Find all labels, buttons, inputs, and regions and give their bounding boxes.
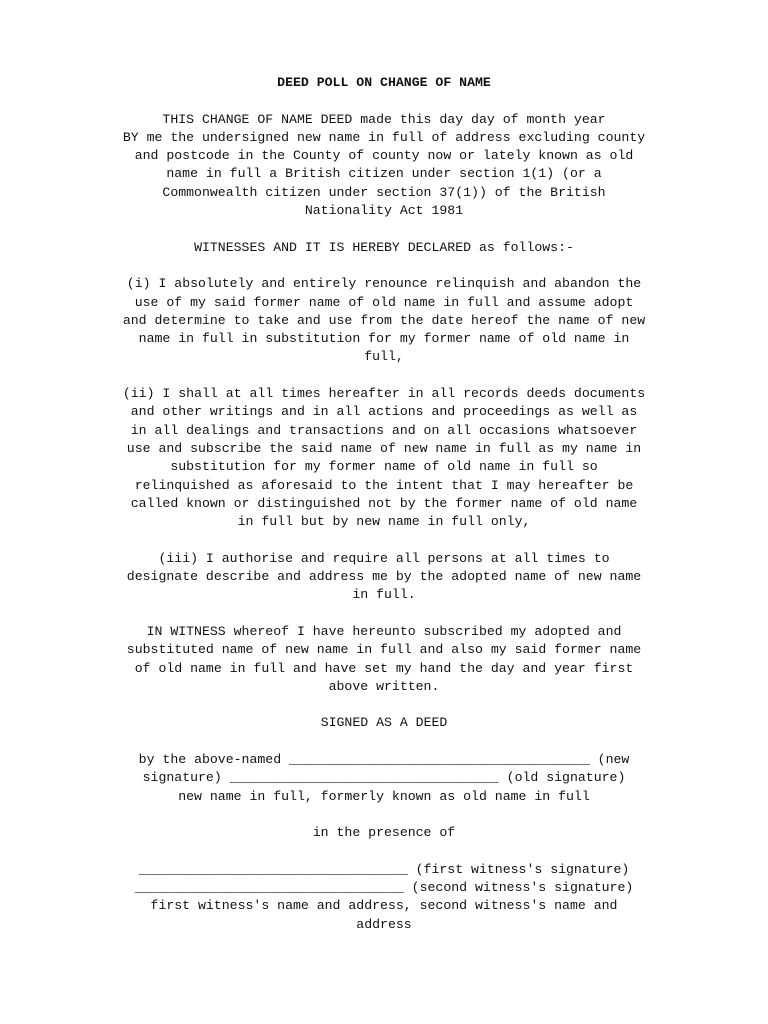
clause-i: (i) I absolutely and entirely renounce relinquish and abandon the use of my said former name of old name in full and assume adopt and determine to take and use from the date hereof the name of new name in full in substitution for my former name of old name in full, xyxy=(122,276,646,365)
in-witness-paragraph: IN WITNESS whereof I have hereunto subscribed my adopted and substituted name of new name in full and also my said former name of old name in full and have set my hand the day and year first above written. xyxy=(126,623,642,694)
witness-signature-block: __________________________________ (first witness's signature) __________________________________ (second witness's signature) first witness's name and address, second witness's name and address xyxy=(134,861,634,932)
document-title: DEED POLL ON CHANGE OF NAME xyxy=(277,75,491,90)
signed-as-deed-heading: SIGNED AS A DEED xyxy=(320,715,448,731)
intro-paragraph: THIS CHANGE OF NAME DEED made this day day of month year BY me the undersigned new name in full of address excluding county and postcode in the County of county now or lately known as old name in full a British citizen under section 1(1) (or a Commonwealth citizen under section 37(1)) of the British Nationality Act 1981 xyxy=(122,111,646,219)
presence-line: in the presence of xyxy=(312,825,456,841)
deed-poll-document xyxy=(74,74,694,952)
declaration-heading: WITNESSES AND IT IS HEREBY DECLARED as follows:- xyxy=(194,239,574,255)
clause-iii: (iii) I authorise and require all persons at all times to designate describe and address me by the adopted name of new name in full. xyxy=(126,550,642,603)
clause-ii: (ii) I shall at all times hereafter in all records deeds documents and other writings and in all actions and proceedings as well as in all dealings and transactions and on all occasions whatsoever use and subscribe the said name of new name in full as my name in substitution for my former name of old name in full so relinquished as aforesaid to the intent that I may hereafter be called known or distinguished not by the former name of old name in full but by new name in full only, xyxy=(122,386,646,530)
signature-block: by the above-named ______________________________________ (new signature) __________________________________ (old signature) new name in full, formerly known as old name in full xyxy=(138,751,630,804)
